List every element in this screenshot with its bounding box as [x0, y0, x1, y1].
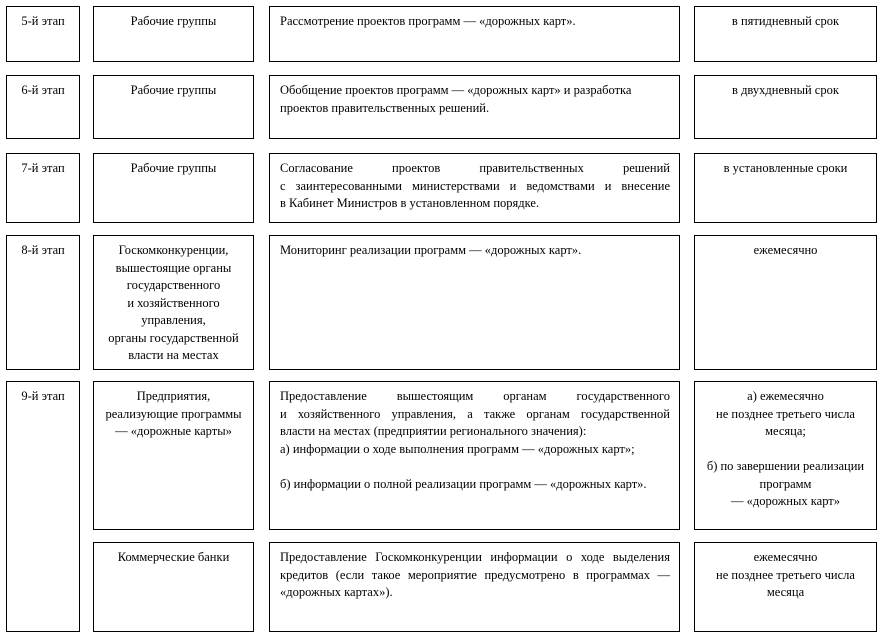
- executor-text: — «дорожные карты»: [115, 424, 232, 438]
- action-cell-5: [269, 6, 680, 62]
- stage-cell-7: [6, 153, 80, 223]
- action-text: б) информации о полной реализации программ — «дорожных карт».: [280, 476, 647, 491]
- action-text: в Кабинет Министров в установленном порядке.: [280, 196, 540, 210]
- action-cell-9: [269, 381, 680, 530]
- action-text: Рассмотрение проектов программ — «дорожных карт».: [280, 14, 576, 28]
- executor-text: Рабочие группы: [130, 14, 217, 28]
- action-text: Согласование проектов правительственных решений: [280, 161, 670, 175]
- term-text: месяца;: [765, 424, 806, 438]
- term-text: в пятидневный срок: [731, 14, 840, 28]
- action-text: Мониторинг реализации программ — «дорожных карт».: [280, 243, 582, 257]
- term-cell-9: [694, 381, 877, 530]
- action-cell-7: [269, 153, 680, 223]
- term-text: не позднее третьего числа: [716, 567, 855, 582]
- action-text: власти на местах (предприятии регионального значения):: [280, 424, 587, 438]
- term-text: а) ежемесячно: [747, 389, 824, 403]
- executor-text: Предприятия,: [136, 389, 211, 403]
- action-cell-8: [269, 235, 680, 370]
- executor-text: государственного: [126, 278, 221, 292]
- stage-cell-9: [6, 381, 80, 632]
- executor-cell-banks: [93, 542, 254, 632]
- action-text: кредитов (если такое мероприятие предусмотрено в программах —: [280, 567, 670, 582]
- term-cell-5: [694, 6, 877, 62]
- action-text: Предоставление Госкомконкуренции информации о ходе выделения: [280, 550, 670, 564]
- executor-text: Рабочие группы: [130, 83, 217, 97]
- executor-text: органы государственной: [108, 330, 239, 345]
- action-cell-banks: [269, 542, 680, 632]
- stage-label: 9-й этап: [21, 389, 65, 403]
- executor-cell-5: [93, 6, 254, 62]
- term-text: б) по завершении реализации: [706, 459, 865, 473]
- term-text: месяца: [766, 585, 805, 599]
- term-cell-6: [694, 75, 877, 139]
- executor-text: власти на местах: [128, 348, 219, 362]
- term-text: — «дорожных карт»: [730, 494, 840, 508]
- term-text: в установленные сроки: [723, 161, 848, 175]
- term-cell-7: [694, 153, 877, 223]
- term-text: не позднее третьего числа: [716, 406, 855, 421]
- action-text: Предоставление вышестоящим органам государственного: [280, 389, 670, 403]
- executor-text: управления,: [141, 313, 206, 327]
- stage-cell-5: [6, 6, 80, 62]
- executor-text: Рабочие группы: [130, 161, 217, 175]
- stage-cell-6: [6, 75, 80, 139]
- executor-text: и хозяйственного: [127, 295, 220, 310]
- stage-label: 7-й этап: [21, 161, 65, 175]
- action-text: а) информации о ходе выполнения программ — «дорожных карт»;: [280, 441, 635, 456]
- term-text: ежемесячно: [753, 243, 818, 257]
- executor-text: Госкомконкуренции,: [118, 243, 229, 257]
- action-text: Обобщение проектов программ — «дорожных карт» и разработка: [280, 83, 632, 97]
- stage-label: 8-й этап: [21, 243, 65, 257]
- term-text: ежемесячно: [753, 550, 818, 564]
- term-cell-8: [694, 235, 877, 370]
- stage-cell-8: [6, 235, 80, 370]
- action-text: проектов правительственных решений.: [280, 100, 490, 115]
- action-cell-6: [269, 75, 680, 139]
- stage-label: 6-й этап: [21, 83, 65, 97]
- executor-cell-6: [93, 75, 254, 139]
- stage-label: 5-й этап: [21, 14, 65, 28]
- term-text: в двухдневный срок: [732, 83, 839, 97]
- spacer: [703, 441, 868, 459]
- term-text: программ: [759, 476, 812, 491]
- executor-cell-7: [93, 153, 254, 223]
- executor-cell-9: [93, 381, 254, 530]
- spacer: [280, 458, 670, 476]
- action-text: и хозяйственного управления, а также органам государственной: [280, 406, 670, 421]
- executor-text: реализующие программы: [105, 406, 242, 421]
- term-cell-banks: [694, 542, 877, 632]
- executor-text: Коммерческие банки: [117, 550, 230, 564]
- action-text: с заинтересованными министерствами и ведомствами и внесение: [280, 178, 670, 193]
- executor-text: вышестоящие органы: [115, 260, 232, 275]
- executor-cell-8: [93, 235, 254, 370]
- action-text: «дорожных картах»).: [280, 585, 393, 599]
